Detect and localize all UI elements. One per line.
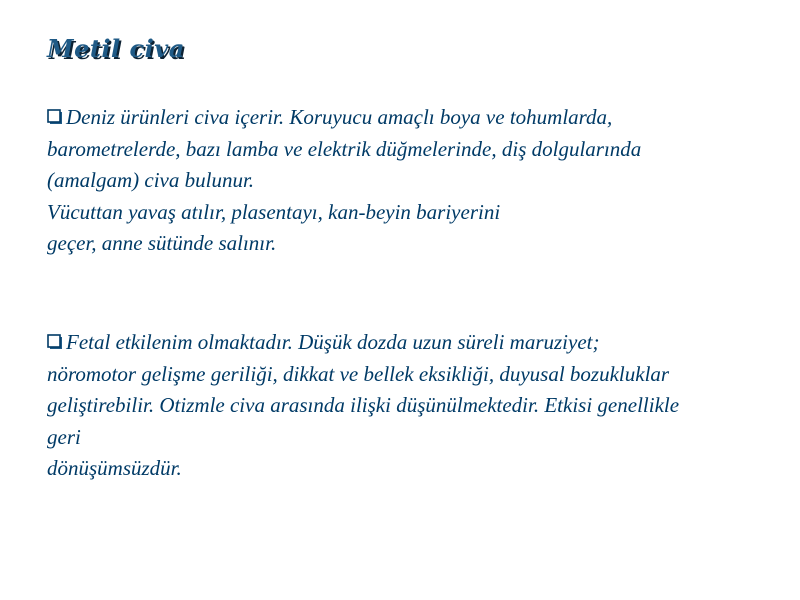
paragraph-1-line-3: (amalgam) civa bulunur. bbox=[47, 168, 255, 192]
paragraph-1-line-4: Vücuttan yavaş atılır, plasentayı, kan-beyin bariyerini bbox=[47, 199, 501, 224]
slide-title: Metil civa bbox=[47, 34, 185, 63]
paragraph-2-line-4: geri bbox=[47, 424, 81, 449]
paragraph-1-line-2: barometrelerde, bazı lamba ve elektrik düğmelerinde, diş dolgularında bbox=[47, 136, 642, 161]
paragraph-2-line-5: dönüşümsüzdür. bbox=[47, 456, 182, 480]
paragraph-2-line-1 bbox=[47, 327, 767, 359]
paragraph-1-line-1 bbox=[47, 102, 767, 134]
hollow-square-bullet-icon bbox=[47, 334, 63, 350]
paragraph-2 bbox=[47, 327, 767, 485]
hollow-square-bullet-icon bbox=[47, 109, 63, 125]
paragraph-2-line-2: nöromotor gelişme geriliği, dikkat ve bellek eksikliği, duyusal bozukluklar bbox=[47, 361, 670, 386]
paragraph-1 bbox=[47, 102, 767, 260]
paragraph-2-line-1-text: Fetal etkilenim olmaktadır. Düşük dozda uzun süreli maruziyet; bbox=[66, 330, 600, 354]
paragraph-1-line-1-text: Deniz ürünleri civa içerir. Koruyucu amaçlı boya ve tohumlarda, bbox=[66, 105, 613, 129]
paragraph-2-line-3: geliştirebilir. Otizmle civa arasında ilişki düşünülmektedir. Etkisi genellikle bbox=[47, 393, 680, 417]
paragraph-1-line-5: geçer, anne sütünde salınır. bbox=[47, 231, 277, 255]
